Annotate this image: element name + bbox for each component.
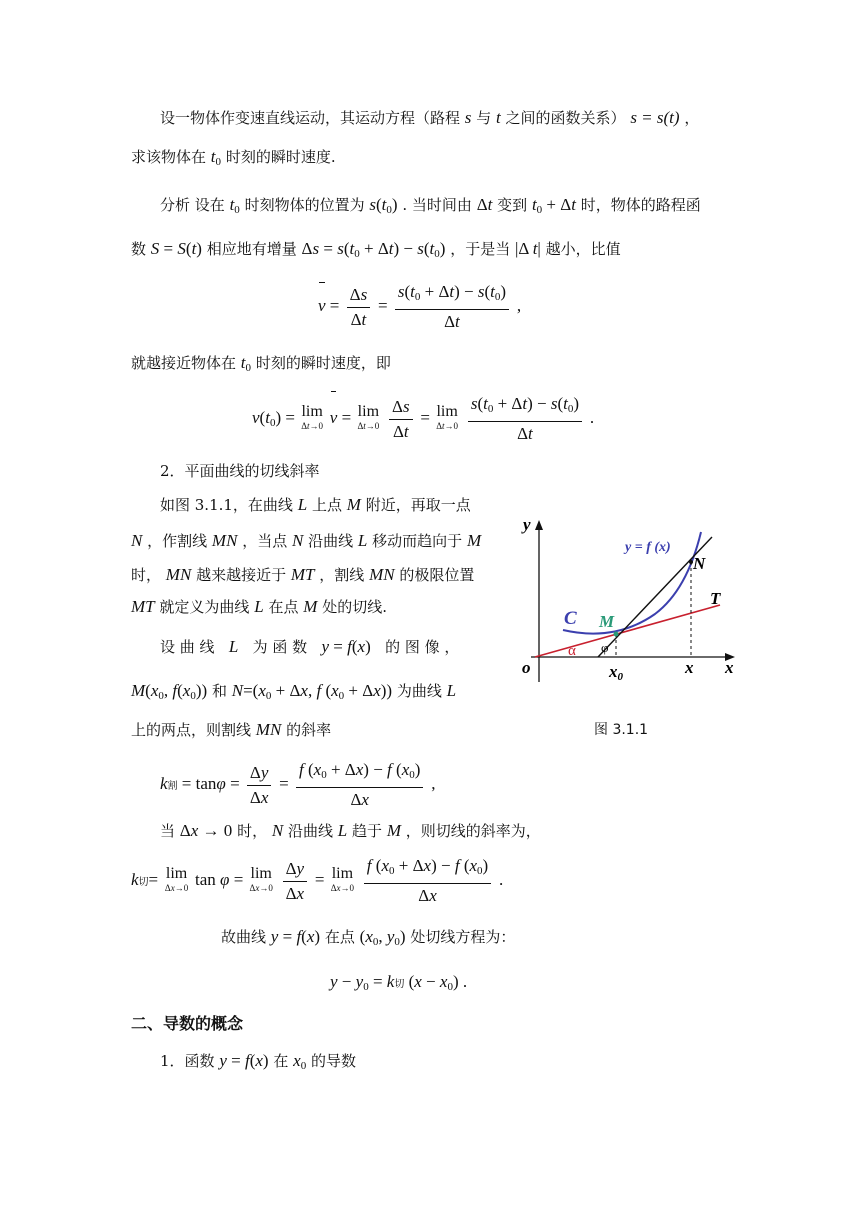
para1-line1: 设一物体作变速直线运动，其运动方程（路程 s 与 t 之间的函数关系） s = s(t) ，: [160, 108, 700, 127]
tangent-line3: 时， MN 越来越接近于 MT ，割线 MN 的极限位置: [131, 565, 475, 584]
tangent-eq-text: 故曲线 y = f(x) 在点 ($x_0$, $y_0$) 处切线方程为：: [221, 927, 516, 948]
label-alpha: α: [568, 643, 576, 659]
label-fx: y = f (x): [625, 540, 671, 555]
tangent-line1: 如图 3.1.1，在曲线 L 上点 M 附近，再取一点: [160, 495, 471, 514]
label-y: y: [523, 515, 531, 534]
tangent-line4: MT 就定义为曲线 L 在点 M 处的切线.: [131, 597, 387, 616]
analysis-line1: 分析 设在 $t_0$ 时刻物体的位置为 $s(t_0)$ . 当时间由 Δt 变到 $t_0 + \Delta t$ 时，物体的路程函: [160, 195, 701, 216]
para2: 就越接近物体在 $t_0$ 时刻的瞬时速度，即: [131, 353, 391, 374]
label-M: M: [599, 612, 615, 631]
section2-title: 2．平面曲线的切线斜率: [160, 462, 320, 480]
avg-velocity-formula: v = $\frac{\Delta s}{\Delta t}$ = $\frac{s(t_0 + \Delta t) - s(t_0)}{\Delta t}$ ,: [318, 282, 522, 331]
var-t: t: [496, 108, 501, 127]
var-s: s: [464, 108, 472, 127]
label-x-point: x: [685, 658, 694, 677]
label-x0: x0: [609, 662, 623, 683]
label-phi: φ: [601, 640, 609, 655]
section3-line: 1．函数 y = f(x) 在 $x_0$ 的导数: [160, 1051, 357, 1072]
limit-text: 当 Δx → 0 时， N 沿曲线 L 趋于 M ，则切线的斜率为，: [160, 821, 541, 840]
label-o: o: [522, 658, 531, 677]
tangent-line5: 设 曲 线 L 为 函 数 y = f(x) 的 图 像 ，: [160, 637, 460, 656]
label-x-axis: x: [725, 658, 734, 677]
tangent-line7: 上的两点，则割线 MN 的斜率: [131, 720, 332, 739]
y-axis-arrow: [535, 520, 543, 530]
label-T: T: [710, 589, 721, 608]
figure-caption: 图 3.1.1: [594, 722, 649, 738]
section-title: 二、导数的概念: [131, 1014, 244, 1033]
point-M: [614, 632, 619, 637]
figure-tangent: [505, 510, 750, 690]
para1-line2: 求该物体在 $t_0$ 时刻的瞬时速度.: [131, 147, 336, 168]
inst-velocity-formula: $v(t_0)$ = lim Δt→0 v = lim Δt→0 $\frac{\Delta s}{\Delta t}$ = lim Δt→0 $\frac{s(t_0 + \Delta t) - s(t_0)}{\Delta t}$ .: [252, 390, 594, 451]
secant-slope-formula: k割 = tanφ = $\frac{\Delta y}{\Delta x}$ = $\frac{f (x_0 + \Delta x) - f (x_0)}{\Delta x}$ ,: [160, 760, 436, 809]
tangent-slope-formula: k切= lim Δx→0 tan φ = lim Δx→0 $\frac{\Delta y}{\Delta x}$ = lim Δx→0 $\frac{f (x_0 + \Delta x) - f (x_0)}{\Delta x}$ .: [131, 856, 504, 905]
eq-motion: s = s(t): [630, 108, 680, 127]
label-N: N: [693, 554, 706, 573]
tangent-line-equation: $y - y_0 = k$切 $(x - x_0)$ .: [330, 972, 468, 993]
tangent-line6: $M(x_0$, $f(x_0)$) 和 $N=(x_0 + \Delta x$, f $(x_0 + \Delta x)$) 为曲线 L: [131, 681, 457, 702]
analysis-line2: 数 S = S(t) 相应地有增量 $\Delta s = s(t_0 + \Delta t) - s(t_0)$ ，于是当 |Δ t| 越小，比值: [131, 239, 621, 260]
tangent-line2: N ，作割线 MN ，当点 N 沿曲线 L 移动而趋向于 M: [131, 531, 482, 550]
tangent-line-MT: [535, 605, 720, 657]
label-C: C: [564, 608, 577, 629]
